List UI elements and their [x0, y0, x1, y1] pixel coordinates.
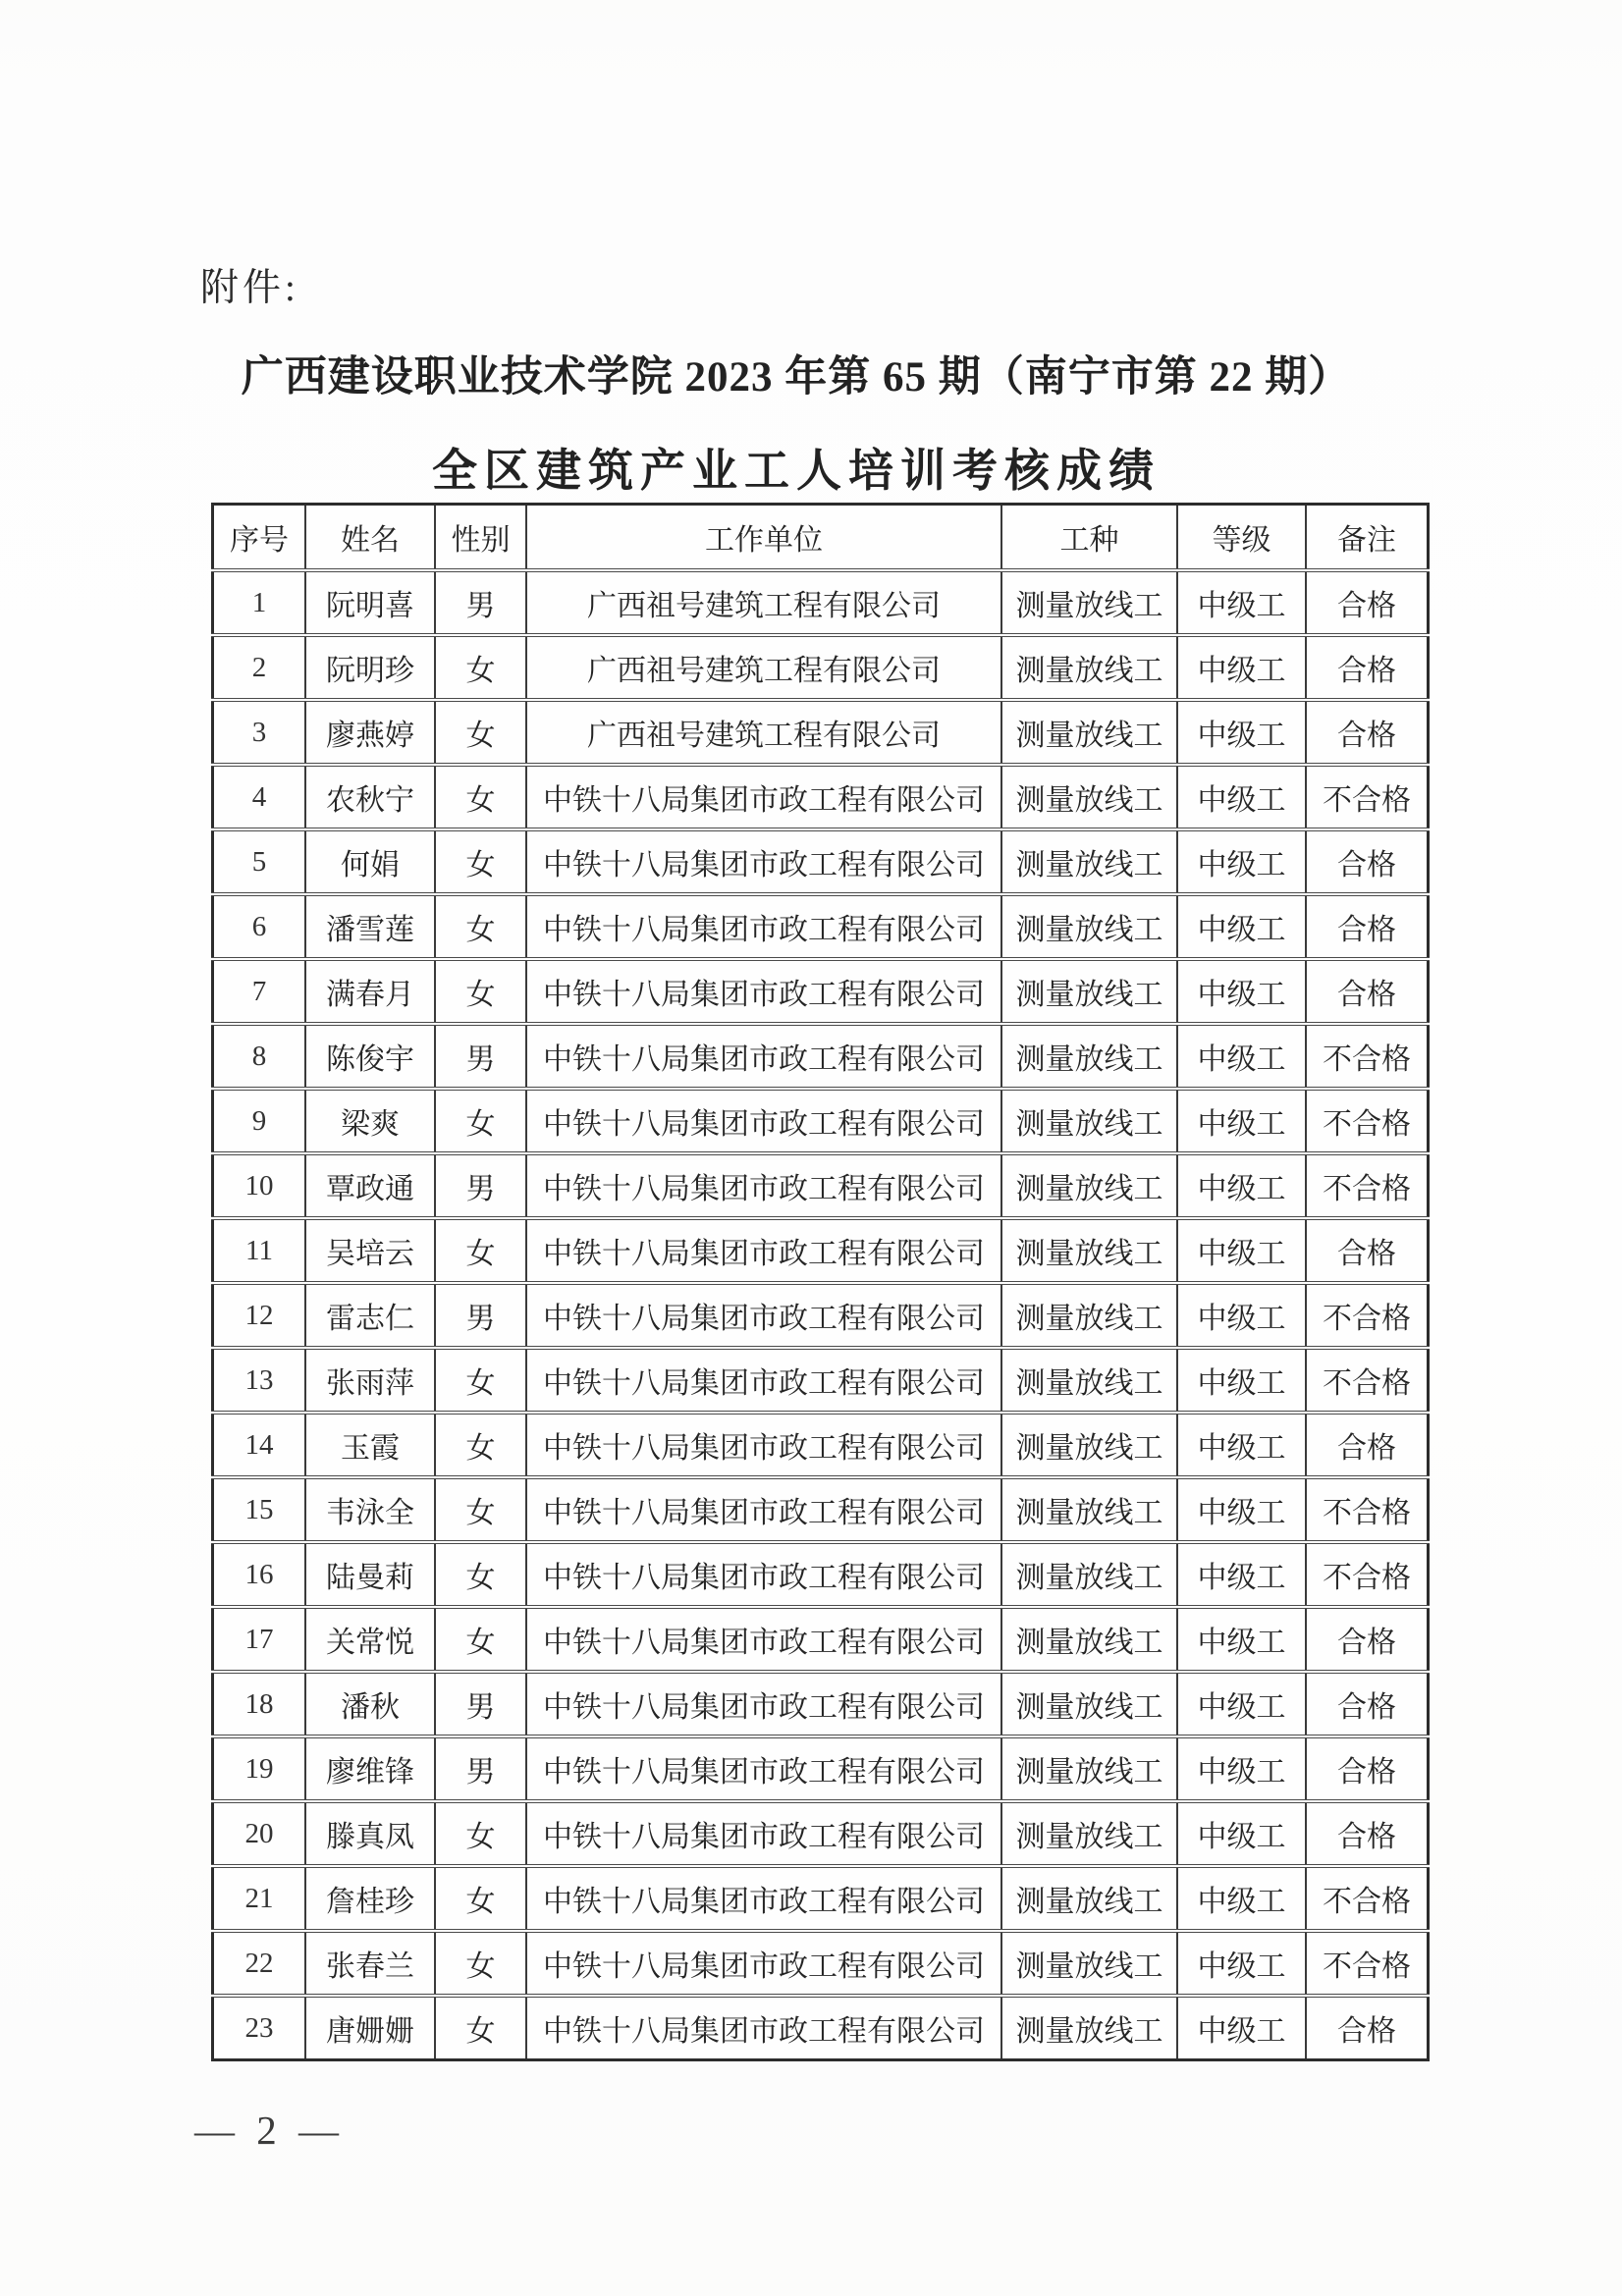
cell-no: 8 — [213, 1024, 306, 1089]
cell-no: 21 — [213, 1866, 306, 1931]
cell-name: 玉霞 — [305, 1413, 435, 1477]
cell-result: 合格 — [1306, 1801, 1429, 1866]
results-table-body — [213, 570, 1429, 2060]
cell-company: 中铁十八局集团市政工程有限公司 — [526, 1348, 1001, 1413]
cell-no: 7 — [213, 959, 306, 1024]
document-title — [0, 344, 1593, 500]
cell-result: 不合格 — [1306, 1024, 1429, 1089]
cell-result: 不合格 — [1306, 1089, 1429, 1153]
title-line-1: 广西建设职业技术学院 2023 年第 65 期（南宁市第 22 期） — [241, 354, 1352, 400]
cell-no: 10 — [213, 1153, 306, 1218]
cell-name: 吴培云 — [305, 1218, 435, 1283]
cell-no: 20 — [213, 1801, 306, 1866]
cell-gender: 女 — [435, 1801, 526, 1866]
cell-company: 中铁十八局集团市政工程有限公司 — [526, 1218, 1001, 1283]
cell-name: 詹桂珍 — [305, 1866, 435, 1931]
cell-trade: 测量放线工 — [1001, 1089, 1177, 1153]
cell-level: 中级工 — [1177, 1283, 1306, 1348]
cell-name: 唐姗姗 — [305, 1996, 435, 2060]
cell-trade: 测量放线工 — [1001, 1866, 1177, 1931]
cell-no: 22 — [213, 1931, 306, 1996]
table-row — [213, 1931, 1429, 1996]
table-row — [213, 1413, 1429, 1477]
cell-level: 中级工 — [1177, 1218, 1306, 1283]
cell-trade: 测量放线工 — [1001, 1218, 1177, 1283]
cell-result: 合格 — [1306, 1218, 1429, 1283]
cell-no: 23 — [213, 1996, 306, 2060]
cell-gender: 女 — [435, 894, 526, 959]
cell-gender: 女 — [435, 1089, 526, 1153]
table-row — [213, 635, 1429, 700]
cell-gender: 女 — [435, 829, 526, 894]
cell-gender: 女 — [435, 1996, 526, 2060]
table-row — [213, 1218, 1429, 1283]
cell-level: 中级工 — [1177, 829, 1306, 894]
cell-level: 中级工 — [1177, 894, 1306, 959]
cell-company: 中铁十八局集团市政工程有限公司 — [526, 1672, 1001, 1736]
cell-trade: 测量放线工 — [1001, 1024, 1177, 1089]
cell-result: 合格 — [1306, 570, 1429, 635]
column-header-result: 备注 — [1306, 505, 1429, 571]
cell-no: 19 — [213, 1736, 306, 1801]
cell-level: 中级工 — [1177, 1866, 1306, 1931]
column-header-name: 姓名 — [305, 505, 435, 571]
cell-company: 中铁十八局集团市政工程有限公司 — [526, 1413, 1001, 1477]
cell-name: 何娟 — [305, 829, 435, 894]
cell-company: 中铁十八局集团市政工程有限公司 — [526, 894, 1001, 959]
cell-gender: 男 — [435, 1153, 526, 1218]
cell-trade: 测量放线工 — [1001, 635, 1177, 700]
cell-no: 3 — [213, 700, 306, 765]
cell-trade: 测量放线工 — [1001, 1413, 1177, 1477]
cell-level: 中级工 — [1177, 1477, 1306, 1542]
cell-name: 梁爽 — [305, 1089, 435, 1153]
table-row — [213, 1283, 1429, 1348]
cell-level: 中级工 — [1177, 765, 1306, 829]
cell-gender: 女 — [435, 1477, 526, 1542]
column-header-trade: 工种 — [1001, 505, 1177, 571]
cell-result: 不合格 — [1306, 1348, 1429, 1413]
cell-trade: 测量放线工 — [1001, 894, 1177, 959]
column-header-no: 序号 — [213, 505, 306, 571]
cell-result: 合格 — [1306, 1607, 1429, 1672]
cell-level: 中级工 — [1177, 1931, 1306, 1996]
cell-gender: 女 — [435, 1218, 526, 1283]
cell-result: 合格 — [1306, 1996, 1429, 2060]
cell-level: 中级工 — [1177, 959, 1306, 1024]
table-header-row — [213, 505, 1429, 571]
cell-level: 中级工 — [1177, 1607, 1306, 1672]
cell-trade: 测量放线工 — [1001, 1672, 1177, 1736]
table-row — [213, 1348, 1429, 1413]
table-row — [213, 829, 1429, 894]
cell-name: 张春兰 — [305, 1931, 435, 1996]
table-row — [213, 1866, 1429, 1931]
cell-gender: 女 — [435, 1542, 526, 1607]
cell-company: 中铁十八局集团市政工程有限公司 — [526, 1996, 1001, 2060]
cell-result: 不合格 — [1306, 1283, 1429, 1348]
cell-level: 中级工 — [1177, 1024, 1306, 1089]
cell-gender: 女 — [435, 1866, 526, 1931]
cell-trade: 测量放线工 — [1001, 570, 1177, 635]
cell-name: 雷志仁 — [305, 1283, 435, 1348]
cell-trade: 测量放线工 — [1001, 700, 1177, 765]
cell-company: 广西祖号建筑工程有限公司 — [526, 635, 1001, 700]
cell-trade: 测量放线工 — [1001, 1153, 1177, 1218]
cell-result: 不合格 — [1306, 1931, 1429, 1996]
cell-company: 中铁十八局集团市政工程有限公司 — [526, 829, 1001, 894]
cell-result: 合格 — [1306, 1672, 1429, 1736]
cell-name: 潘秋 — [305, 1672, 435, 1736]
column-header-level: 等级 — [1177, 505, 1306, 571]
cell-gender: 女 — [435, 765, 526, 829]
cell-result: 合格 — [1306, 700, 1429, 765]
cell-gender: 男 — [435, 1024, 526, 1089]
cell-gender: 女 — [435, 700, 526, 765]
cell-name: 廖维锋 — [305, 1736, 435, 1801]
table-row — [213, 1477, 1429, 1542]
table-row — [213, 1607, 1429, 1672]
page-number: — 2 — — [194, 2108, 345, 2153]
cell-company: 中铁十八局集团市政工程有限公司 — [526, 765, 1001, 829]
cell-gender: 女 — [435, 635, 526, 700]
table-row — [213, 1089, 1429, 1153]
cell-company: 中铁十八局集团市政工程有限公司 — [526, 1866, 1001, 1931]
cell-name: 满春月 — [305, 959, 435, 1024]
cell-trade: 测量放线工 — [1001, 1283, 1177, 1348]
cell-company: 中铁十八局集团市政工程有限公司 — [526, 1542, 1001, 1607]
cell-trade: 测量放线工 — [1001, 1607, 1177, 1672]
cell-company: 中铁十八局集团市政工程有限公司 — [526, 959, 1001, 1024]
cell-trade: 测量放线工 — [1001, 1736, 1177, 1801]
cell-no: 6 — [213, 894, 306, 959]
cell-level: 中级工 — [1177, 1542, 1306, 1607]
cell-level: 中级工 — [1177, 700, 1306, 765]
cell-company: 中铁十八局集团市政工程有限公司 — [526, 1024, 1001, 1089]
cell-result: 合格 — [1306, 1736, 1429, 1801]
cell-no: 5 — [213, 829, 306, 894]
cell-company: 中铁十八局集团市政工程有限公司 — [526, 1801, 1001, 1866]
cell-result: 不合格 — [1306, 1542, 1429, 1607]
cell-company: 中铁十八局集团市政工程有限公司 — [526, 1931, 1001, 1996]
cell-trade: 测量放线工 — [1001, 1477, 1177, 1542]
cell-gender: 男 — [435, 570, 526, 635]
cell-no: 17 — [213, 1607, 306, 1672]
cell-no: 12 — [213, 1283, 306, 1348]
cell-gender: 女 — [435, 1607, 526, 1672]
table-row — [213, 765, 1429, 829]
cell-no: 9 — [213, 1089, 306, 1153]
cell-result: 不合格 — [1306, 1866, 1429, 1931]
cell-result: 不合格 — [1306, 1477, 1429, 1542]
cell-level: 中级工 — [1177, 1996, 1306, 2060]
table-row — [213, 1736, 1429, 1801]
title-line-2: 全区建筑产业工人培训考核成绩 — [432, 446, 1161, 496]
table-row — [213, 1801, 1429, 1866]
cell-company: 广西祖号建筑工程有限公司 — [526, 700, 1001, 765]
cell-result: 合格 — [1306, 959, 1429, 1024]
cell-result: 合格 — [1306, 635, 1429, 700]
cell-gender: 男 — [435, 1736, 526, 1801]
cell-trade: 测量放线工 — [1001, 1801, 1177, 1866]
cell-trade: 测量放线工 — [1001, 829, 1177, 894]
cell-name: 覃政通 — [305, 1153, 435, 1218]
cell-gender: 男 — [435, 1283, 526, 1348]
cell-name: 滕真凤 — [305, 1801, 435, 1866]
cell-no: 2 — [213, 635, 306, 700]
cell-company: 中铁十八局集团市政工程有限公司 — [526, 1153, 1001, 1218]
cell-name: 农秋宁 — [305, 765, 435, 829]
cell-level: 中级工 — [1177, 1801, 1306, 1866]
cell-name: 陈俊宇 — [305, 1024, 435, 1089]
cell-no: 1 — [213, 570, 306, 635]
column-header-company: 工作单位 — [526, 505, 1001, 571]
cell-no: 15 — [213, 1477, 306, 1542]
cell-name: 陆曼莉 — [305, 1542, 435, 1607]
cell-trade: 测量放线工 — [1001, 1931, 1177, 1996]
cell-name: 韦泳全 — [305, 1477, 435, 1542]
table-row — [213, 959, 1429, 1024]
cell-gender: 女 — [435, 959, 526, 1024]
cell-trade: 测量放线工 — [1001, 1996, 1177, 2060]
table-row — [213, 1996, 1429, 2060]
cell-result: 合格 — [1306, 894, 1429, 959]
column-header-gender: 性别 — [435, 505, 526, 571]
table-row — [213, 1672, 1429, 1736]
cell-no: 16 — [213, 1542, 306, 1607]
cell-company: 广西祖号建筑工程有限公司 — [526, 570, 1001, 635]
table-row — [213, 1542, 1429, 1607]
cell-result: 不合格 — [1306, 765, 1429, 829]
cell-name: 廖燕婷 — [305, 700, 435, 765]
cell-gender: 男 — [435, 1672, 526, 1736]
cell-company: 中铁十八局集团市政工程有限公司 — [526, 1607, 1001, 1672]
cell-trade: 测量放线工 — [1001, 765, 1177, 829]
results-table — [211, 503, 1430, 2061]
table-row — [213, 570, 1429, 635]
cell-result: 合格 — [1306, 829, 1429, 894]
cell-level: 中级工 — [1177, 1153, 1306, 1218]
cell-gender: 女 — [435, 1348, 526, 1413]
table-row — [213, 1153, 1429, 1218]
cell-name: 潘雪莲 — [305, 894, 435, 959]
cell-no: 13 — [213, 1348, 306, 1413]
cell-company: 中铁十八局集团市政工程有限公司 — [526, 1736, 1001, 1801]
cell-name: 关常悦 — [305, 1607, 435, 1672]
cell-result: 不合格 — [1306, 1153, 1429, 1218]
cell-trade: 测量放线工 — [1001, 959, 1177, 1024]
cell-trade: 测量放线工 — [1001, 1348, 1177, 1413]
cell-name: 张雨萍 — [305, 1348, 435, 1413]
cell-gender: 女 — [435, 1413, 526, 1477]
cell-level: 中级工 — [1177, 1413, 1306, 1477]
cell-company: 中铁十八局集团市政工程有限公司 — [526, 1089, 1001, 1153]
cell-name: 阮明珍 — [305, 635, 435, 700]
cell-level: 中级工 — [1177, 570, 1306, 635]
cell-trade: 测量放线工 — [1001, 1542, 1177, 1607]
attachment-label: 附件: — [200, 267, 299, 309]
cell-level: 中级工 — [1177, 1672, 1306, 1736]
table-row — [213, 894, 1429, 959]
cell-company: 中铁十八局集团市政工程有限公司 — [526, 1477, 1001, 1542]
results-table-head — [213, 505, 1429, 571]
cell-gender: 女 — [435, 1931, 526, 1996]
cell-result: 合格 — [1306, 1413, 1429, 1477]
cell-no: 18 — [213, 1672, 306, 1736]
cell-no: 11 — [213, 1218, 306, 1283]
cell-name: 阮明喜 — [305, 570, 435, 635]
cell-level: 中级工 — [1177, 1348, 1306, 1413]
cell-level: 中级工 — [1177, 635, 1306, 700]
table-row — [213, 1024, 1429, 1089]
cell-company: 中铁十八局集团市政工程有限公司 — [526, 1283, 1001, 1348]
cell-level: 中级工 — [1177, 1736, 1306, 1801]
cell-level: 中级工 — [1177, 1089, 1306, 1153]
table-row — [213, 700, 1429, 765]
cell-no: 4 — [213, 765, 306, 829]
cell-no: 14 — [213, 1413, 306, 1477]
